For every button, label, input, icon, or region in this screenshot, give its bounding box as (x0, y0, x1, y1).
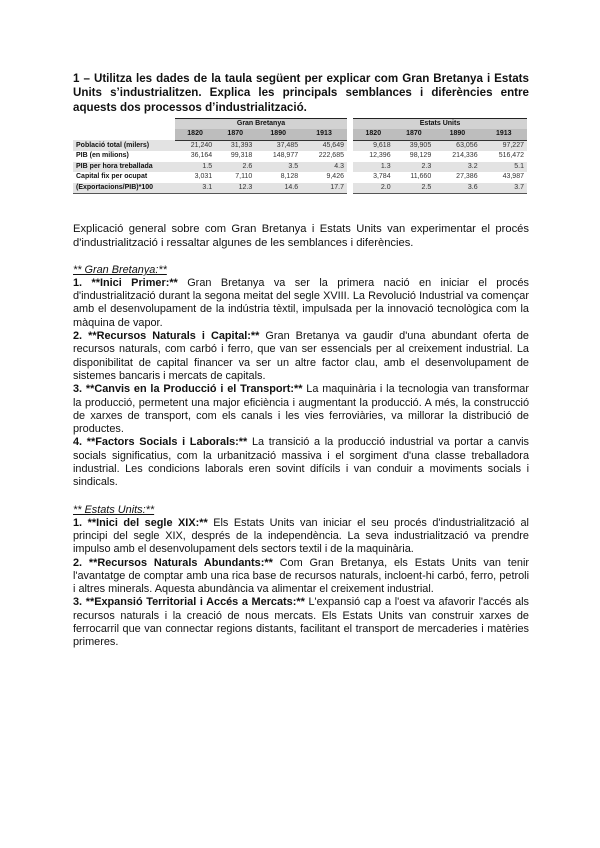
table-cell: 43,987 (502, 173, 524, 181)
table-cell: 3.2 (434, 162, 480, 173)
list-item (73, 277, 529, 330)
table-cell: 11,660 (410, 173, 432, 181)
table-cell: 2.6 (215, 162, 255, 173)
item-title: 1. **Inici del segle XIX:** (73, 516, 208, 529)
table-cell: 2.3 (394, 162, 435, 173)
row-label: Població total (milers) (73, 140, 175, 151)
table-cell: 214,336 (452, 152, 478, 160)
table-cell: 1.3 (353, 162, 394, 173)
list-item (73, 557, 529, 597)
table-row (353, 172, 527, 183)
row-label: PIB per hora treballada (73, 162, 175, 173)
question-text: 1 – Utilitza les dades de la taula següent per explicar com Gran Bretanya i Estats Units s’industrialitzen. Explica les principals semblances i diferències entre aquests dos processos d’industrialització. (73, 72, 529, 114)
table-cell: 222,685 (318, 152, 344, 160)
list-item (73, 383, 529, 436)
table-cell: 1.5 (175, 162, 215, 173)
data-tables (73, 118, 529, 208)
table-row (73, 140, 347, 151)
table-row (73, 172, 347, 183)
table-cell: 3.5 (255, 162, 301, 173)
year-header: 1820 (353, 129, 394, 140)
table-cell: 37,485 (255, 140, 301, 151)
item-text: La transició a la producció industrial va portar a canvis socials significatius, com la urbanització massiva i el sorgiment d'una classe treballadora industrial. Les condicions laborals eren sovint difícils i van conduir a moviments socials i sindicals. (73, 436, 529, 489)
item-title: 3. **Canvis en la Producció i el Transport:** (73, 383, 303, 396)
table-cell: 2.5 (394, 183, 435, 194)
year-header: 1890 (255, 129, 301, 140)
year-header: 1913 (481, 129, 527, 140)
table-cell: 8,128 (280, 173, 299, 181)
table-cell: 2.0 (353, 183, 394, 194)
table-cell: 31,393 (215, 140, 255, 151)
table-cell: 12,396 (369, 152, 391, 160)
item-text: La maquinària i la tecnologia van transformar la producció, permetent una major eficiència i augmentant la producció. A més, la construcció de xarxes de transport, com els canals i les vies ferroviàries, va millorar la distribució de productes. (73, 383, 529, 436)
table-cell: 27,386 (456, 173, 478, 181)
table-cell: 45,649 (301, 140, 347, 151)
year-header: 1870 (394, 129, 435, 140)
table-cell: 3,031 (194, 173, 213, 181)
table-cell: 14.6 (255, 183, 301, 194)
gran-bretanya-table (73, 118, 347, 195)
table-cell: 9,426 (326, 173, 344, 181)
section-heading-estats-units: ** Estats Units:** (73, 503, 155, 516)
item-text: L'expansió cap a l'oest va afavorir l'accés als recursos naturals i la creació de nous mercats. Els Estats Units van construir xarxes de ferrocarril que van connectar regions distants, facilitant el transport de mercaderies i matèries primeres. (73, 596, 529, 649)
table-group-header: Estats Units (353, 118, 527, 129)
table-cell: 4.3 (301, 162, 347, 173)
table-group-header: Gran Bretanya (175, 118, 347, 129)
table-row (353, 140, 527, 151)
table-row (353, 162, 527, 173)
table-cell: 3,784 (373, 173, 391, 181)
list-item (73, 596, 529, 649)
table-cell: 3.6 (434, 183, 480, 194)
list-item (73, 436, 529, 489)
year-header: 1870 (215, 129, 255, 140)
item-title: 2. **Recursos Naturals i Capital:** (73, 330, 260, 343)
table-cell: 21,240 (175, 140, 215, 151)
item-text: Gran Bretanya va gaudir d'una abundant oferta de recursos naturals, com carbó i ferro, que van ser essencials per al creixement industrial. La disponibilitat de capital financer va ser un altre factor clau, amb el desenvolupament de sistemes bancaris i mercats de capitals. (73, 330, 529, 382)
table-row (353, 183, 527, 194)
table-row (73, 183, 347, 194)
table-cell: 5.1 (481, 162, 527, 173)
estats-units-table (353, 118, 527, 195)
table-row (73, 162, 347, 173)
year-header: 1913 (301, 129, 347, 140)
item-title: 2. **Recursos Naturals Abundants:** (73, 556, 273, 569)
intro-paragraph: Explicació general sobre com Gran Bretanya i Estats Units van experimentar el procés d'industrialització i ressaltar algunes de les semblances i diferències. (73, 222, 529, 249)
year-header: 1820 (175, 129, 215, 140)
section-heading-gran-bretanya: ** Gran Bretanya:** (73, 263, 167, 276)
row-label: Capital fix per ocupat (76, 173, 148, 181)
item-title: 3. **Expansió Territorial i Accés a Mercats:** (73, 596, 305, 609)
document-page (73, 72, 529, 650)
item-text: Com Gran Bretanya, els Estats Units van tenir l'avantatge de comptar amb una rica base de recursos naturals, incloent-hi carbó, ferro, petroli i altres minerals. Aquesta abundància va alimentar el creixement industrial. (73, 556, 529, 596)
list-item (73, 517, 529, 557)
table-cell: 148,977 (272, 152, 299, 160)
table-row (73, 151, 347, 162)
table-cell: 97,227 (481, 140, 527, 151)
item-title: 1. **Inici Primer:** (73, 276, 178, 289)
table-cell: 99,318 (230, 152, 253, 160)
item-text: Els Estats Units van iniciar el seu procés d'industrialització al principi del segle XIX, després de la independència. La seva industrialització va prendre impulso amb el desenvolupament dels sectors textil i de la maquinària. (73, 516, 529, 556)
item-text: Gran Bretanya va ser la primera nació en iniciar el procés d'industrialització durant la segona meitat del segle XVIII. La Revolució Industrial va començar amb el desenvolupament de la indústria tèxtil, impulsada per la innovació tecnològica com la màquina de vapor. (73, 276, 529, 329)
table-cell: 9,618 (353, 140, 394, 151)
table-cell: 516,472 (498, 152, 524, 160)
row-label: (Exportacions/PIB)*100 (73, 183, 175, 194)
year-header: 1890 (434, 129, 480, 140)
table-cell: 7,110 (235, 173, 253, 181)
table-cell: 36,164 (190, 152, 213, 160)
table-row (353, 151, 527, 162)
table-cell: 17.7 (301, 183, 347, 194)
table-cell: 98,129 (409, 152, 432, 160)
table-cell: 3.7 (481, 183, 527, 194)
row-label: PIB (en milions) (76, 152, 129, 160)
table-cell: 63,056 (434, 140, 480, 151)
table-cell: 3.1 (175, 183, 215, 194)
item-title: 4. **Factors Socials i Laborals:** (73, 436, 248, 449)
table-cell: 12.3 (215, 183, 255, 194)
table-cell: 39,905 (394, 140, 435, 151)
list-item (73, 330, 529, 383)
